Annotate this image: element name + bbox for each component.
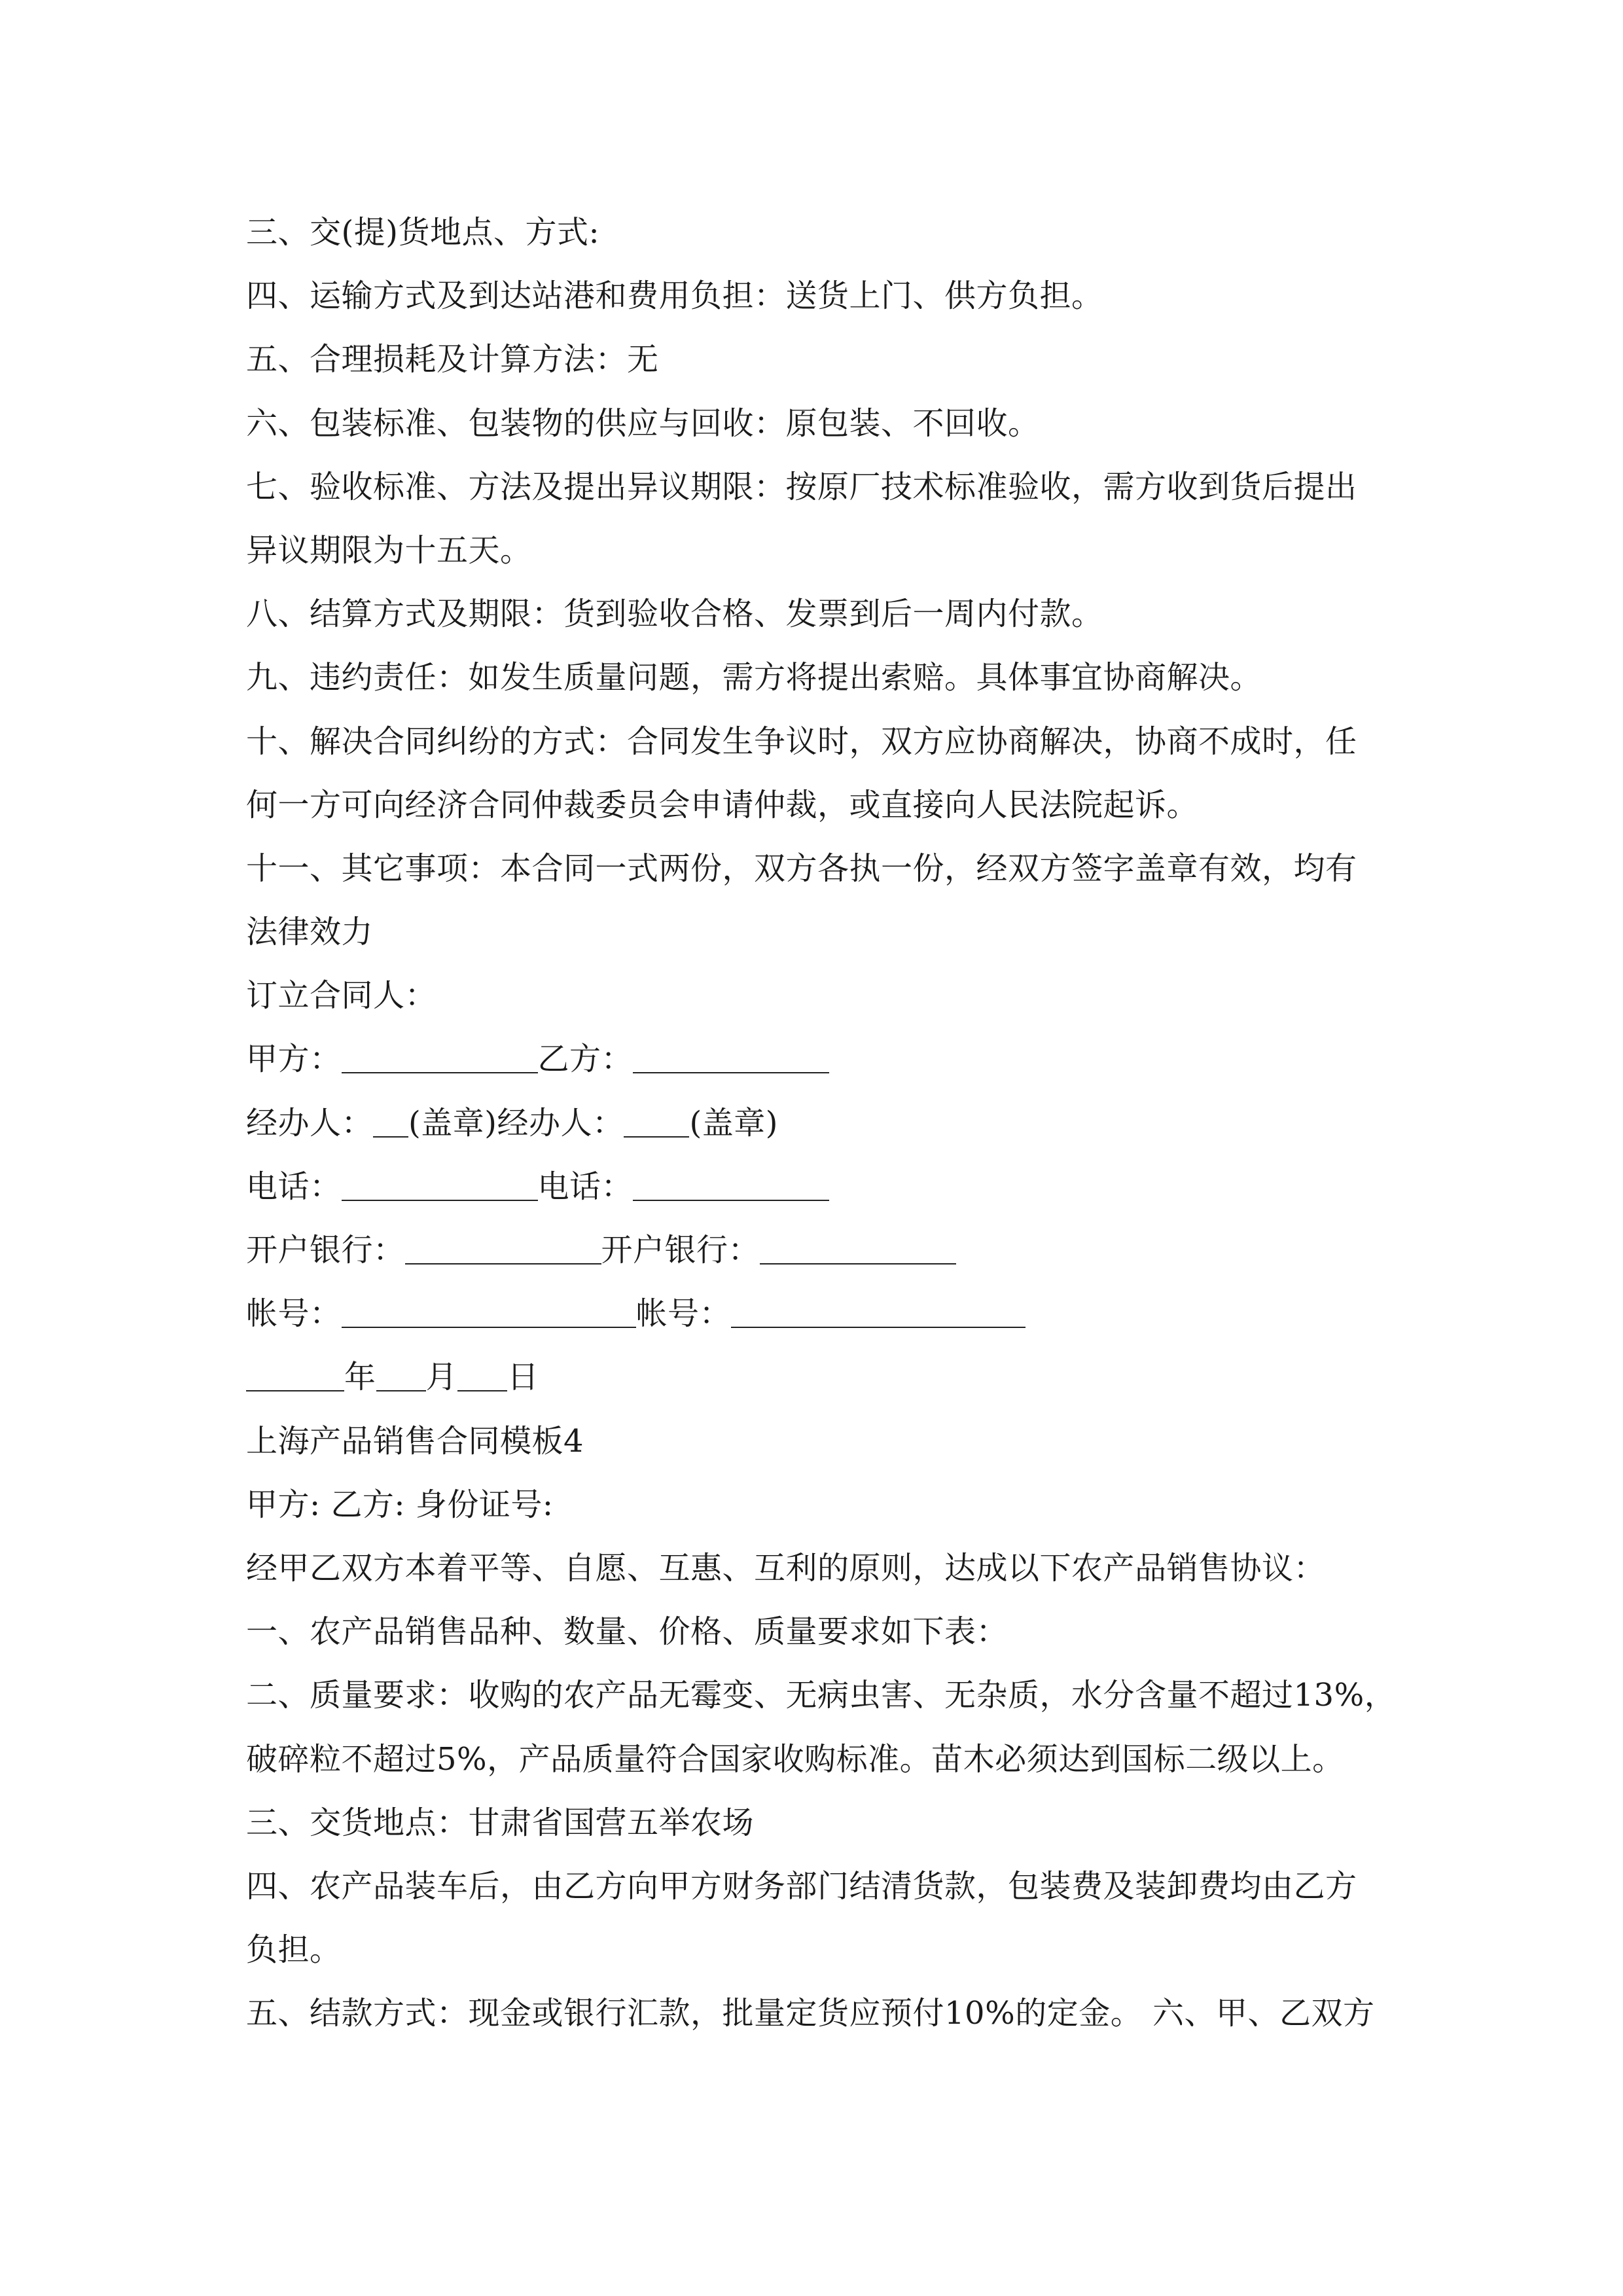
clause-10: 十、解决合同纠纷的方式：合同发生争议时，双方应协商解决，协商不成时，任	[246, 723, 1357, 760]
account-b-blank	[731, 1295, 1026, 1328]
party-b-blank	[633, 1041, 829, 1073]
party-a-blank	[342, 1041, 538, 1073]
t4-clause-1: 一、农产品销售品种、数量、价格、质量要求如下表：	[246, 1613, 1008, 1651]
seal-b-label: (盖章)	[689, 1104, 778, 1141]
bank-a-label: 开户银行：	[246, 1232, 405, 1268]
clause-7-cont: 异议期限为十五天。	[246, 531, 532, 569]
clause-4: 四、运输方式及到达站港和费用负担：送货上门、供方负担。	[246, 278, 1103, 315]
account-b-label: 帐号：	[635, 1295, 732, 1333]
day-blank	[457, 1359, 507, 1391]
t4-clause-2-cont: 破碎粒不超过5%，产品质量符合国家收购标准。苗木必须达到国标二级以上。	[246, 1740, 1344, 1778]
signatories-heading: 订立合同人：	[246, 977, 437, 1014]
year-label: 年	[344, 1359, 376, 1396]
clause-10-cont: 何一方可向经济合同仲裁委员会申请仲裁，或直接向人民法院起诉。	[246, 786, 1199, 823]
bank-line	[246, 1219, 1424, 1282]
contract-text	[246, 201, 1424, 2045]
t4-clause-4-cont: 负担。	[246, 1931, 342, 1969]
clause-11-cont: 法律效力	[246, 914, 374, 951]
clause-7: 七、验收标准、方法及提出异议期限：按原厂技术标准验收，需方收到货后提出	[246, 468, 1357, 505]
bank-b-blank	[760, 1232, 956, 1265]
date-line	[246, 1346, 1424, 1409]
agent-b-blank	[624, 1105, 689, 1138]
phone-a-blank	[342, 1168, 538, 1201]
phone-b-label: 电话：	[537, 1168, 633, 1205]
template-4-title: 上海产品销售合同模板4	[246, 1422, 584, 1460]
account-a-blank	[342, 1295, 636, 1328]
t4-clause-4: 四、农产品装车后，由乙方向甲方财务部门结清货款，包装费及装卸费均由乙方	[246, 1867, 1357, 1905]
t4-clause-2: 二、质量要求：收购的农产品无霉变、无病虫害、无杂质，水分含量不超过13%，	[246, 1677, 1397, 1714]
clause-11: 十一、其它事项：本合同一式两份，双方各执一份，经双方签字盖章有效，均有	[246, 850, 1357, 887]
account-a-label: 帐号：	[246, 1295, 342, 1333]
bank-b-label: 开户银行：	[601, 1232, 760, 1268]
t4-clause-5: 五、结款方式：现金或银行汇款，批量定货应预付10%的定金。 六、甲、乙双方	[246, 1995, 1375, 2032]
parties-line: 甲方: 乙方: 身份证号:	[246, 1486, 554, 1523]
month-label: 月	[425, 1359, 458, 1396]
day-label: 日	[507, 1359, 539, 1396]
agent-a-label: 经办人：	[246, 1104, 374, 1141]
clause-6: 六、包装标准、包装物的供应与回收：原包装、不回收。	[246, 404, 1040, 442]
agent-a-blank	[373, 1105, 408, 1138]
party-line	[246, 1028, 1424, 1091]
agent-line	[246, 1092, 1424, 1155]
bank-a-blank	[405, 1232, 601, 1265]
account-line	[246, 1282, 1424, 1346]
phone-a-label: 电话：	[246, 1168, 342, 1205]
phone-line	[246, 1155, 1424, 1219]
month-blank	[376, 1359, 426, 1391]
t4-clause-3: 三、交货地点：甘肃省国营五举农场	[246, 1804, 755, 1841]
preamble: 经甲乙双方本着平等、自愿、互惠、互利的原则，达成以下农产品销售协议：	[246, 1549, 1326, 1587]
clause-8: 八、结算方式及期限：货到验收合格、发票到后一周内付款。	[246, 596, 1103, 633]
clause-5: 五、合理损耗及计算方法：无	[246, 341, 659, 378]
year-blank	[246, 1359, 344, 1391]
clause-9: 九、违约责任：如发生质量问题，需方将提出索赔。具体事宜协商解决。	[246, 659, 1262, 696]
party-b-label: 乙方：	[537, 1041, 633, 1078]
phone-b-blank	[633, 1168, 829, 1201]
party-a-label: 甲方：	[246, 1041, 342, 1078]
clause-3: 三、交(提)货地点、方式:	[246, 214, 600, 251]
seal-a-label: (盖章)经办人：	[408, 1104, 624, 1141]
